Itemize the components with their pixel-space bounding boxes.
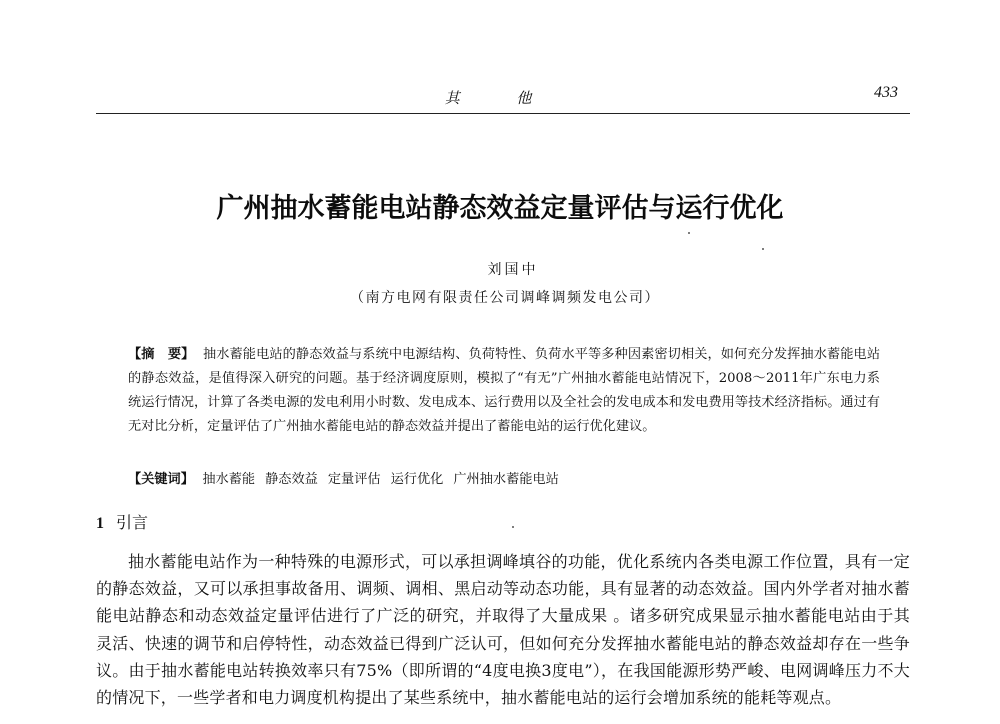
section-number: 1 <box>96 515 104 532</box>
keyword: 静态效益 <box>265 472 318 487</box>
keyword: 抽水蓄能 <box>202 472 256 487</box>
section-heading <box>96 510 148 533</box>
keyword: 广州抽水蓄能电站 <box>453 472 559 487</box>
scan-speck <box>512 526 514 528</box>
keywords <box>128 468 880 492</box>
keyword: 定量评估 <box>327 472 381 487</box>
paper-title: 广州抽水蓄能电站静态效益定量评估与运行优化 <box>216 193 784 224</box>
scan-speck <box>688 232 690 234</box>
header-rule <box>96 113 910 114</box>
abstract <box>128 343 880 439</box>
running-header <box>96 84 906 114</box>
section-title: 引言 <box>116 513 149 532</box>
scan-speck <box>762 248 764 250</box>
page-number: 433 <box>874 84 898 101</box>
author-name: 刘国中 <box>487 262 539 278</box>
body-paragraph: 抽水蓄能电站作为一种特殊的电源形式，可以承担调峰填谷的功能，优化系统内各类电源工作位置，具有一定的静态效益，又可以承担事故备用、调频、调相、黑启动等动态功能，具有显著的动态效益。国内外学者对抽水蓄能电站静态和动态效益定量评估进行了广泛的研究，并取得了大量成果 。诸多研究成果显示抽水蓄能电站由于其灵活、快速的调节和启停特性，动态效益已得到广泛认可，但如何充分发挥抽水蓄能电站的静态效益却存在一些争议。由于抽水蓄能电站转换效率只有75%（即所谓的“4度电换3度电”），在我国能源形势严峻、电网调峰压力不大的情况下，一些学者和电力调度机构提出了某些系统中，抽水蓄能电站的运行会增加系统的能耗等观点。 <box>96 552 910 708</box>
abstract-text: 抽水蓄能电站的静态效益与系统中电源结构、负荷特性、负荷水平等多种因素密切相关，如何充分发挥抽水蓄能电站的静态效益，是值得深入研究的问题。基于经济调度原则，模拟了“有无”广州抽水蓄能电站情况下，2008～2011年广东电力系统运行情况，计算了各类电源的发电利用小时数、发电成本、运行费用以及全社会的发电成本和发电费用等技术经济指标。通过有无对比分析，定量评估了广州抽水蓄能电站的静态效益并提出了蓄能电站的运行优化建议。 <box>128 347 881 434</box>
keywords-label: 【关键词】 <box>128 472 194 487</box>
author-affiliation: （南方电网有限责任公司调峰调频发电公司） <box>350 290 660 306</box>
running-header-section: 其 他 <box>444 89 558 107</box>
keyword: 运行优化 <box>390 472 444 487</box>
abstract-label: 【摘 要】 <box>128 347 195 362</box>
